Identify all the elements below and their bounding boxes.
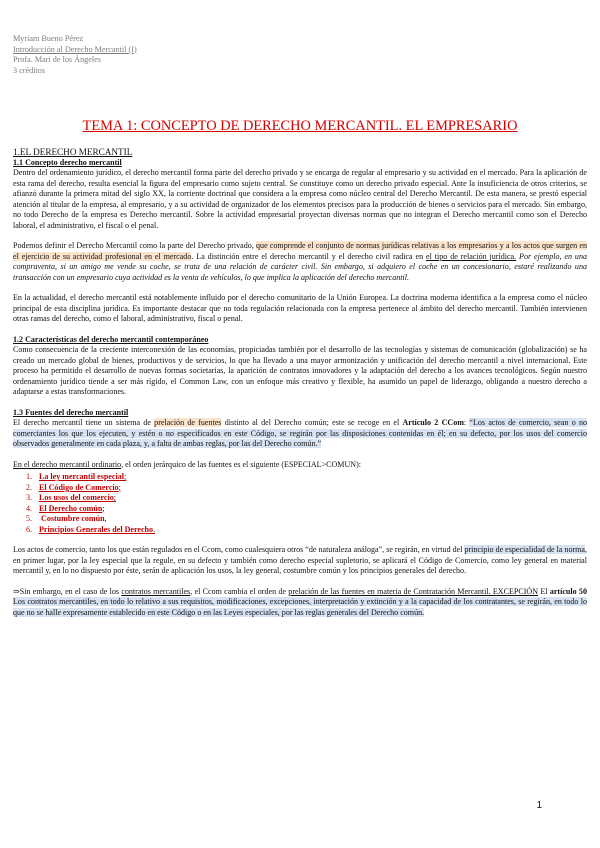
list-item xyxy=(26,503,587,515)
list-item xyxy=(26,482,587,494)
paragraph-fuentes xyxy=(13,418,587,450)
highlighted-quote: Los contratos mercantiles, en todo lo relativo a sus requisitos, modificaciones, excepciones, interpretación y extinción y a la capacidad de los contratantes, se regirán, en todo lo que no se halle expresamente establecido en este Código o en las Leyes especiales, por las reglas generales del Derecho común. xyxy=(13,597,587,617)
list-item-text: Principios Generales del Derecho xyxy=(39,524,154,534)
underlined-text: En el derecho mercantil ordinario xyxy=(13,459,122,469)
highlighted-quote: “Los actos de comercio, sean o no comerciantes los que los ejecuten, y estén o no especificados en este Código, se regirán por las disposiciones contenidas en él; en su defecto, por los usos del comercio observados generalmente en cada plaza, y, a falta de ambas reglas, por las del Derecho común.” xyxy=(13,418,588,448)
document-body xyxy=(13,147,587,618)
paragraph-concepto: Dentro del ordenamiento jurídico, el derecho mercantil forma parte del derecho privado y se encarga de regular al empresario y su actividad en el mercado. Para la aplicación de esta rama del derecho, resulta esencial la figura del empresario como sujeto central. Se constituye como un derecho privado especial. Ante la insuficiencia de otros criterios, se afianzó durante la primera mitad del siglo XX, la corriente doctrinal que considera a la empresa como núcleo central del Derecho Mercantil. De esta manera, se prestó especial atención al titular de la empresa, al empresario, y a su actividad de organizador de los elementos precisos para la producción de bienes o servicios para el mercado. Sin embargo, no todo Derecho de la empresa es Derecho mercantil. Sobre la actividad empresarial proyectan diversas normas que no integran el Derecho mercantil como son el Derecho laboral, el administrativo, el fiscal o el penal. xyxy=(13,168,587,230)
list-item-text: Costumbre común xyxy=(41,514,105,523)
highlighted-principle: principio de especialidad de la norma xyxy=(464,545,585,554)
paragraph-excepcion xyxy=(13,587,587,619)
text-run: ⇒Sin embargo, en el caso de los xyxy=(13,586,122,596)
author-name: Myriam Bueno Pérez xyxy=(13,34,84,43)
text-run: : xyxy=(463,418,470,427)
list-item xyxy=(26,514,587,525)
page-number: 1 xyxy=(536,800,542,811)
text-run: El xyxy=(538,586,550,596)
paragraph-caracteristicas: Como consecuencia de la creciente interconexión de las economías, propiciadas también por el desarrollo de las tecnologías y sistemas de comunicación (globalización) se ha creado un mercado global de bienes, productivos y de servicios, lo que ha llevado a una mayor armonización y unificación del derecho mercantil a nivel internacional. Este proceso ha permitido el desarrollo de nuevas formas societarias, la aparición de contratos innovadores y la adaptación del derecho a los avances tecnológicos. Según nuestro ordenamiento jurídico tiende a ser más rígido, el Common Law, con un enfoque más creativo y flexible, ha asumido un papel de liderazgo, obligando a nuestro derecho a adaptarse a estas transformaciones. xyxy=(13,345,587,396)
list-item xyxy=(26,493,587,504)
highlighted-definition: que comprende el conjunto de normas jurídicas relativas a los empresarios y a los actos que surgen en el ejercicio de su actividad profesional en el mercado xyxy=(13,241,587,261)
italic-example: Por ejemplo, en una compraventa, si un amigo me vende su coche, se trata de una relación de carácter civil. Sin embargo, si adquiero el coche en un concesionario, estaré realizando una transacción con un empresario cuya actividad es la venta de vehículos, lo que implica la aplicación del derecho mercantil. xyxy=(13,251,587,282)
list-number: 1. xyxy=(26,472,33,481)
list-item xyxy=(26,524,587,536)
article-reference: artículo 50 xyxy=(549,586,587,596)
list-item-tail: ; xyxy=(124,472,127,481)
underlined-text: contratos mercantiles xyxy=(121,586,191,596)
text-run: , en primer lugar, por la ley especial que la regule, en su defecto y también como derecho especial supletorio, se aplicará el Código de Comercio, como ley general en material mercantil y, en lo no dispuesto por éste, serán de aplicación los usos, la ley general, costumbre común y los principios generales del derecho. xyxy=(13,545,588,575)
section-heading: 1.EL DERECHO MERCANTIL xyxy=(13,147,133,157)
text-run: Podemos definir el Derecho Mercantil como la parte del Derecho privado, xyxy=(13,241,257,250)
text-run: El derecho mercantil tiene un sistema de xyxy=(13,418,155,427)
text-run: Los actos de comercio, tanto los que están regulados en el Ccom, como cualesquiera otros “de naturaleza análoga”, se regirán, en virtud del xyxy=(13,545,465,554)
list-number: 6. xyxy=(26,524,33,534)
page-title: TEMA 1: CONCEPTO DE DERECHO MERCANTIL. EL EMPRESARIO xyxy=(82,118,518,134)
list-number: 2. xyxy=(26,482,33,492)
credits-label: 3 créditos xyxy=(13,65,46,75)
sources-list xyxy=(13,472,587,535)
list-item-tail: ; xyxy=(113,493,116,502)
list-number: 4. xyxy=(26,503,33,513)
list-item-text: La ley mercantil especial xyxy=(39,472,124,481)
article-reference: Artículo 2 CCom xyxy=(402,418,464,427)
professor-name: Profa. Mari de los Ángeles xyxy=(13,55,101,64)
list-item-text: El Derecho común xyxy=(39,503,103,513)
paragraph-actos xyxy=(13,545,587,577)
list-item-tail: . xyxy=(153,524,156,534)
document-header xyxy=(13,34,137,76)
text-run: , el orden jerárquico de las fuentes es el siguiente (ESPECIAL>COMUN): xyxy=(121,459,361,469)
list-item-text: Los usos del comercio xyxy=(39,493,114,502)
text-run: . La distinción entre el derecho mercantil y el derecho civil radica en xyxy=(191,251,427,261)
list-item-tail: ; xyxy=(118,482,121,492)
underlined-text: prelación de las fuentes en materia de Contratación Mercantil. EXCEPCIÓN xyxy=(288,586,539,596)
list-item-tail: , xyxy=(104,514,107,523)
highlighted-term: prelación de fuentes xyxy=(154,418,222,427)
list-item-tail: ; xyxy=(102,503,105,513)
list-number: 5. xyxy=(26,514,33,523)
paragraph-actualidad: En la actualidad, el derecho mercantil está notablemente influido por el derecho comunitario de la Unión Europea. La doctrina moderna identifica a la empresa como el núcleo principal de esta disciplina jurídica. Es importante destacar que no toda regulación relacionada con la empresa pertenece al ámbito del derecho mercantil. También intervienen otras ramas del derecho, como el laboral, administrativo, fiscal o penal. xyxy=(13,293,587,323)
list-item xyxy=(26,472,587,483)
text-run: distinto al del Derecho común; este se recoge en el xyxy=(221,418,403,427)
underlined-text: el tipo de relación jurídica. xyxy=(426,251,517,261)
subsection-heading-concepto: 1.1 Concepto derecho mercantil xyxy=(13,157,122,167)
list-item-text: El Código de Comercio xyxy=(39,482,119,492)
course-name: Introducción al Derecho Mercantil (I) xyxy=(13,44,137,54)
subsection-heading-fuentes: 1.3 Fuentes del derecho mercantil xyxy=(13,407,129,417)
paragraph-definicion xyxy=(13,241,587,283)
list-number: 3. xyxy=(26,493,33,502)
subsection-heading-caracteristicas: 1.2 Características del derecho mercantil contemporáneo xyxy=(13,334,209,344)
paragraph-orden xyxy=(13,460,587,471)
text-run: , el Ccom cambia el orden de xyxy=(190,586,289,596)
